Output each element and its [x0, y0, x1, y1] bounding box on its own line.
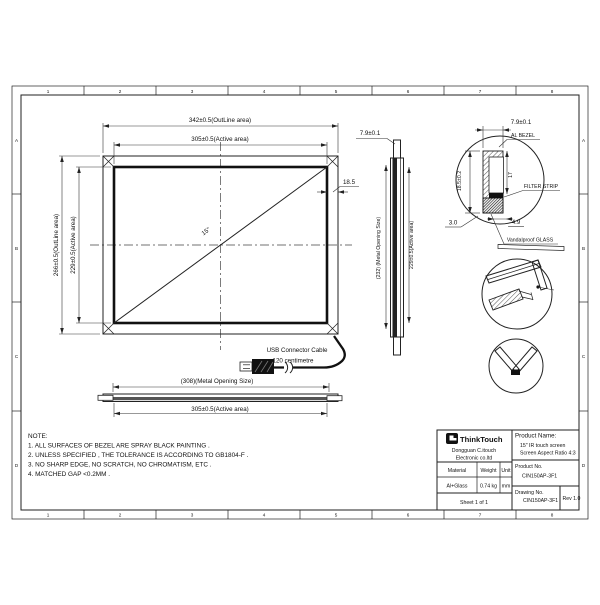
frame-col-label: 3 — [190, 512, 194, 518]
side-view — [356, 130, 415, 355]
diagonal-size-label: 15" — [200, 226, 212, 238]
frame-row-label: A — [14, 138, 19, 143]
dim-bezel-width: 18.5 — [342, 179, 356, 186]
title-block — [437, 430, 580, 510]
weight-value: 0.74 kg — [479, 483, 498, 490]
notes-title: NOTE: — [28, 433, 48, 440]
usb-plug-tip — [240, 362, 252, 371]
frame-col-label: 5 — [334, 89, 338, 94]
frame-col-label: 2 — [118, 89, 122, 94]
unit-value: mm — [501, 483, 511, 490]
usb-cable — [240, 336, 345, 374]
cable-label-1: USB Connector Cable — [266, 347, 328, 354]
material-value: Al+Glass — [446, 483, 468, 490]
dim-bottom-metal-opening: (308)(Metal Opening Size) — [180, 378, 254, 385]
product-name-label: Product Name: — [515, 432, 557, 440]
frame-row-label: D — [14, 463, 19, 468]
unit-label: Unit — [501, 468, 511, 474]
frame-col-label: 7 — [478, 512, 482, 518]
dim-bottom-active-width: 305±0.5(Active area) — [191, 406, 249, 413]
frame-row-label: C — [14, 354, 19, 359]
product-no-label: Product No. — [515, 464, 543, 470]
frame-row-label: B — [581, 246, 586, 251]
company-logo — [446, 433, 503, 444]
note-line: 2. UNLESS SPECIFIED , THE TOLERANCE IS ACCORDING TO GB1804-F . — [28, 452, 249, 459]
note-line: 4. MATCHED GAP <0.2MM . — [28, 471, 110, 478]
frame-col-label: 4 — [262, 89, 266, 94]
filter-strip-section — [489, 193, 504, 198]
company-line2: Electronic co.ltd — [455, 455, 493, 462]
dim-side-active-height: 229±0.5(Active area) — [409, 220, 415, 270]
note-line: 3. NO SHARP EDGE, NO SCRATCH, NO CHROMATISM, ETC . — [28, 461, 212, 469]
drawing-no-label: Drawing No. — [515, 490, 544, 496]
frame-col-label: 6 — [406, 89, 410, 94]
dim-outline-height: 266±0.5(OutLine area) — [53, 213, 60, 277]
cable-label-2: 120 centimetre — [272, 357, 314, 365]
company-name: ThinkTouch — [460, 435, 503, 444]
revision-label: Rev 1.0 — [562, 496, 581, 502]
detail-dim-glass: 3.0 — [448, 219, 458, 227]
frame-row-label: D — [581, 463, 586, 468]
front-view — [53, 117, 359, 350]
product-name-line2: Screen Aspect Ratio 4:3 — [520, 450, 576, 457]
notes — [28, 433, 249, 478]
glass-section — [483, 198, 503, 213]
frame-col-label: 1 — [46, 512, 50, 518]
detail-dim-width: 7.9±0.1 — [510, 119, 532, 126]
material-label: Material — [447, 468, 467, 474]
drawing-no-value: CIN150AP-3F1 — [523, 498, 559, 504]
frame-col-label: 4 — [262, 512, 266, 518]
frame-col-label: 5 — [334, 512, 338, 518]
corner-detail-upper — [482, 245, 564, 330]
product-no-value: CIN150AP-3F1 — [522, 473, 558, 480]
glass-label: Vandalproof GLASS — [506, 237, 554, 244]
filter-strip-label: FILTER STRIP — [523, 184, 559, 190]
weight-label: Weight — [480, 468, 497, 474]
dim-outline-width: 342±0.5(OutLine area) — [188, 117, 252, 124]
frame-row-label: C — [581, 354, 586, 359]
al-bezel-label: AL BEZEL — [510, 133, 536, 139]
frame-row-label: A — [581, 138, 586, 143]
frame-row-label: B — [14, 246, 19, 251]
company-line1: Dongguan C.itouch — [451, 448, 497, 454]
section-detail — [445, 119, 560, 244]
dim-active-width: 305±0.5(Active area) — [191, 136, 249, 143]
frame-col-label: 1 — [46, 89, 50, 94]
detail-dim-inner: 17 — [508, 172, 514, 178]
corner-detail-lower — [489, 339, 543, 393]
sheet-label: Sheet 1 of 1 — [460, 500, 488, 506]
note-line: 1. ALL SURFACES OF BEZEL ARE SPRAY BLACK PAINTING . — [28, 442, 210, 450]
frame-col-label: 7 — [478, 89, 482, 94]
dim-active-height: 229±0.5(Active area) — [70, 216, 77, 274]
product-name-line1: 15" IR touch screen — [520, 443, 566, 449]
frame-col-label: 3 — [190, 89, 194, 94]
dim-metal-opening: (232) (Metal Opening Size) — [376, 216, 382, 280]
detail-dim-height: 18.5±0.2 — [457, 170, 463, 192]
frame-col-label: 8 — [550, 512, 554, 518]
detail-dim-glass-edge: 4.9 — [511, 219, 521, 226]
frame-col-label: 2 — [118, 512, 122, 518]
dim-thickness: 7.9±0.1 — [359, 130, 381, 137]
bottom-bar-view — [98, 378, 342, 417]
frame-col-label: 6 — [406, 512, 410, 518]
usb-connector-detail — [489, 289, 523, 310]
frame-col-label: 8 — [550, 89, 554, 94]
